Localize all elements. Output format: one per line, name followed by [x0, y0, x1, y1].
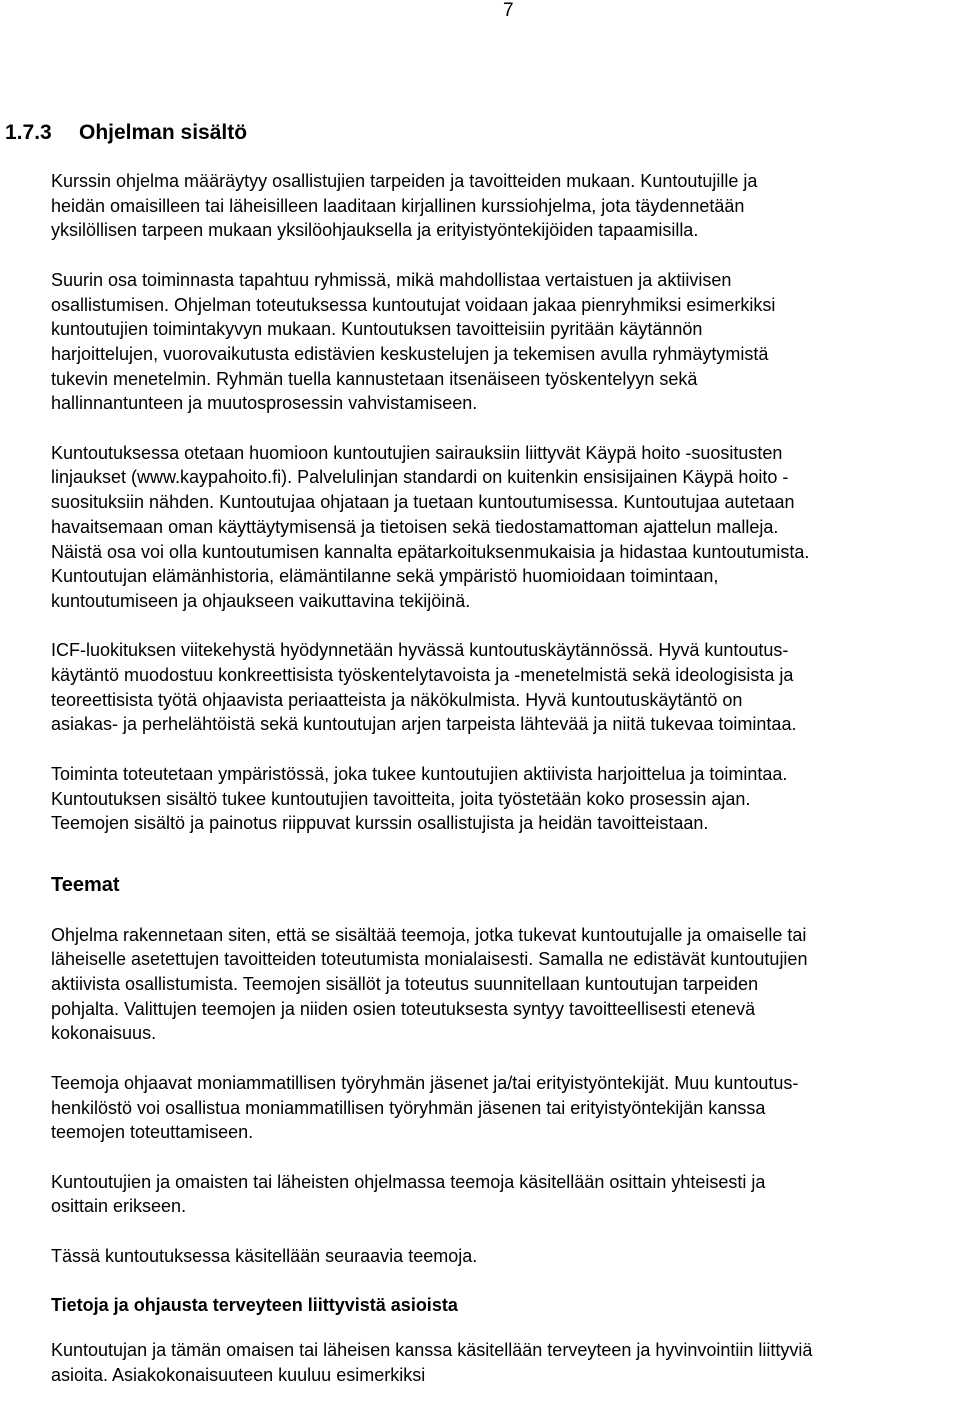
text-line: osallistumisen. Ohjelman toteutuksessa kuntoutujat voidaan jakaa pienryhmiksi esimerkiksi	[51, 294, 776, 315]
text-line: hallinnantunteen ja muutosprosessin vahvistamiseen.	[51, 393, 478, 414]
text-line: linjaukset (www.kaypahoito.fi). Palvelulinjan standardi on kuitenkin ensisijainen Käypä hoito -	[51, 467, 789, 488]
text-line: aktiivista osallistumista. Teemojen sisällöt ja toteutus suunnitellaan kuntoutujan tarpeiden	[51, 974, 759, 995]
subheading-health-theme: Tietoja ja ohjausta terveyteen liittyvistä asioista	[51, 1295, 458, 1316]
text-line: ICF-luokituksen viitekehystä hyödynnetään hyvässä kuntoutuskäytännössä. Hyvä kuntoutus-	[51, 640, 789, 661]
text-line: Ohjelma rakennetaan siten, että se sisältää teemoja, jotka tukevat kuntoutujalle ja omaiselle tai	[51, 924, 807, 945]
paragraph-environment	[51, 762, 960, 836]
text-line: asiakas- ja perhelähtöistä sekä kuntoutujan arjen tarpeista lähtevää ja niitä tukevaa toimintaa.	[51, 714, 797, 735]
paragraph-care-guidelines	[51, 441, 960, 614]
text-line: osittain erikseen.	[51, 1196, 187, 1217]
text-line: Teemoja ohjaavat moniammatillisen työryhmän jäsenet ja/tai erityistyöntekijät. Muu kuntoutus-	[51, 1072, 799, 1093]
text-line: heidän omaisilleen tai läheisilleen laaditaan kirjallinen kurssiohjelma, jota täydennetään	[51, 195, 745, 216]
subheading-teemat: Teemat	[51, 873, 120, 896]
text-line: Kurssin ohjelma määräytyy osallistujien tarpeiden ja tavoitteiden mukaan. Kuntoutujille ja	[51, 171, 758, 191]
paragraph-themes-list-intro	[51, 1244, 960, 1269]
paragraph-themes-joint	[51, 1170, 960, 1219]
text-line: käytäntö muodostuu konkreettisista työskentelytavoista ja -menetelmistä sekä ideologisista ja	[51, 665, 794, 686]
page-number: 7	[503, 0, 514, 21]
text-line: teoreettisista työtä ohjaavista periaatteista ja näkökulmista. Hyvä kuntoutuskäytäntö on	[51, 689, 743, 710]
text-line: Tässä kuntoutuksessa käsitellään seuraavia teemoja.	[51, 1245, 478, 1266]
paragraph-themes-structure	[51, 923, 960, 1047]
section-title: Ohjelman sisältö	[79, 121, 248, 144]
text-line: yksilöllisen tarpeen mukaan yksilöohjauksella ja erityistyöntekijöiden tapaamisilla.	[51, 220, 699, 241]
text-line: suosituksiin nähden. Kuntoutujaa ohjataan ja tuetaan kuntoutumisessa. Kuntoutujaa autetaan	[51, 492, 795, 513]
text-line: Kuntoutujan elämänhistoria, elämäntilanne sekä ympäristö huomioidaan toimintaan,	[51, 566, 719, 587]
text-line: Kuntoutuksen sisältö tukee kuntoutujien tavoitteita, joita työstetään koko prosessin ajan.	[51, 788, 751, 809]
paragraph-icf	[51, 638, 960, 737]
text-line: läheiselle asetettujen tavoitteiden toteutumista monialaisesti. Samalla ne edistävät kuntoutujien	[51, 949, 808, 970]
text-line: asioita. Asiakokonaisuuteen kuuluu esimerkiksi	[51, 1364, 426, 1385]
text-line: henkilöstö voi osallistua moniammatillisen työryhmän jäsenen tai erityistyöntekijän kanssa	[51, 1097, 766, 1118]
text-line: Teemojen sisältö ja painotus riippuvat kurssin osallistujista ja heidän tavoitteistaan.	[51, 813, 709, 834]
text-line: Näistä osa voi olla kuntoutumisen kannalta epätarkoituksenmukaisia ja hidastaa kuntoutumista.	[51, 541, 810, 562]
paragraph-program-intro	[51, 169, 960, 243]
text-line: tukevin menetelmin. Ryhmän tuella kannustetaan itsenäiseen työskentelyyn sekä	[51, 368, 698, 389]
text-line: kuntoutumiseen ja ohjaukseen vaikuttavina tekijöinä.	[51, 590, 471, 611]
text-line: kuntoutujien toimintakyvyn mukaan. Kuntoutuksen tavoitteisiin pyritään käytännön	[51, 319, 703, 340]
paragraph-themes-staff	[51, 1071, 960, 1145]
text-line: Kuntoutujien ja omaisten tai läheisten ohjelmassa teemoja käsitellään osittain yhteisesti ja	[51, 1171, 766, 1192]
text-line: Suurin osa toiminnasta tapahtuu ryhmissä, mikä mahdollistaa vertaistuen ja aktiivisen	[51, 269, 732, 290]
text-line: Kuntoutuksessa otetaan huomioon kuntoutujien sairauksiin liittyvät Käypä hoito -suositusten	[51, 442, 783, 463]
section-heading	[5, 120, 247, 146]
text-line: pohjalta. Valittujen teemojen ja niiden osien toteutuksesta syntyy tavoitteellisesti etenevä	[51, 998, 756, 1019]
text-line: Toiminta toteutetaan ympäristössä, joka tukee kuntoutujien aktiivista harjoittelua ja toimintaa.	[51, 763, 788, 784]
paragraph-health-theme	[51, 1338, 960, 1387]
paragraph-group-activities	[51, 268, 960, 416]
section-number: 1.7.3	[5, 121, 52, 144]
text-line: teemojen toteuttamiseen.	[51, 1122, 254, 1143]
text-line: kokonaisuus.	[51, 1023, 157, 1044]
text-line: Kuntoutujan ja tämän omaisen tai läheisen kanssa käsitellään terveyteen ja hyvinvointiin liittyviä	[51, 1339, 813, 1360]
document-body	[51, 169, 960, 1412]
text-line: harjoittelujen, vuorovaikutusta edistävien keskustelujen ja tekemisen avulla ryhmäytymistä	[51, 343, 769, 364]
text-line: havaitsemaan oman käyttäytymisensä ja tietoisen sekä tiedostamattoman ajattelun malleja.	[51, 516, 779, 537]
